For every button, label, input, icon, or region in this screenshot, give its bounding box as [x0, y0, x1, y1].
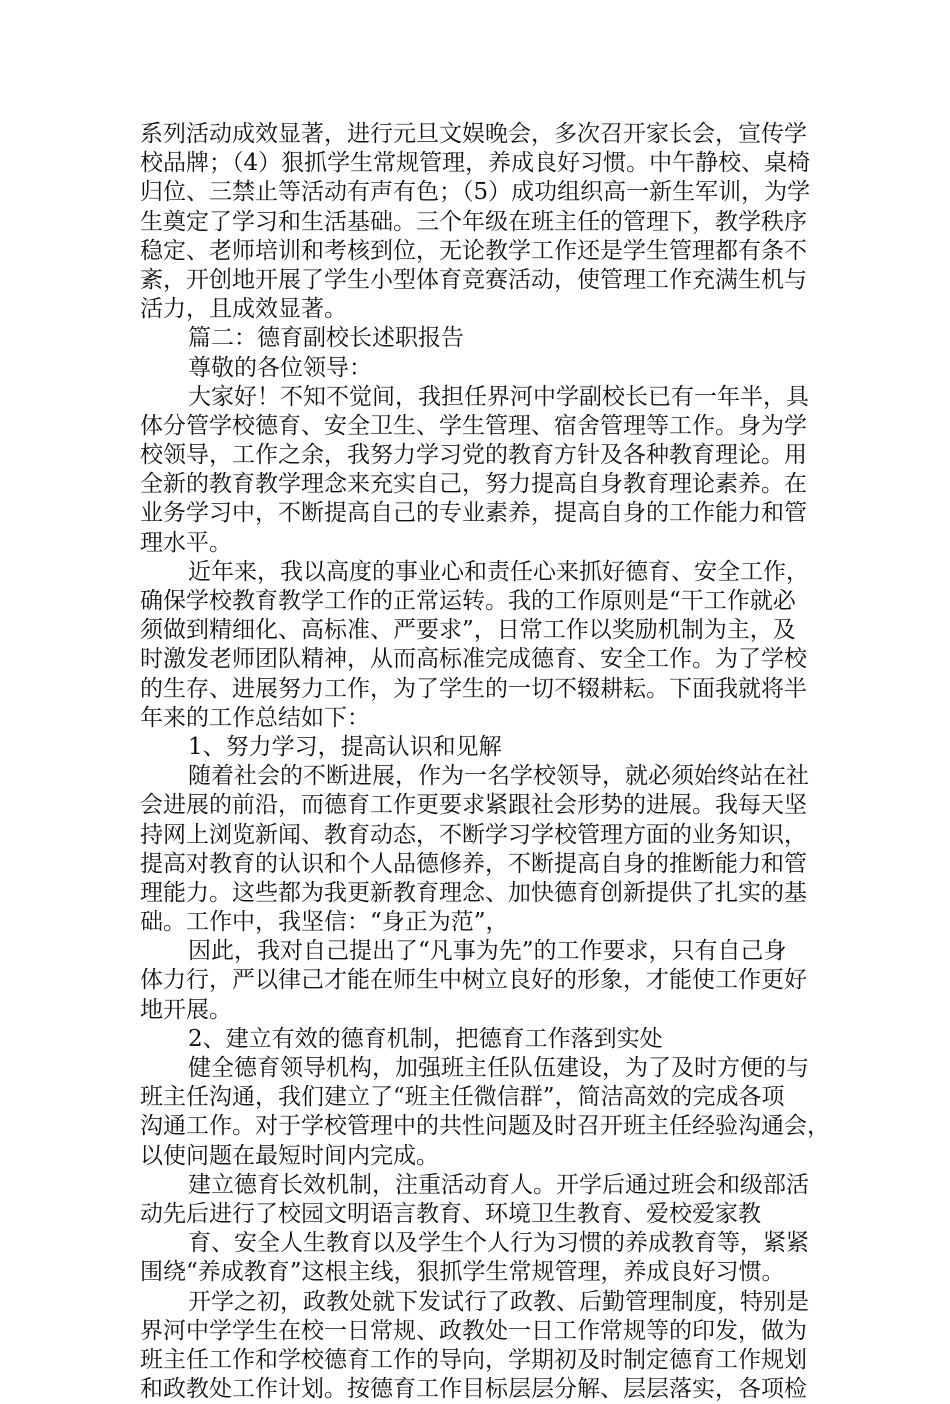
text-line: 体分管学校德育、安全卫生、学生管理、宿舍管理等工作。身为学 [140, 412, 807, 439]
text-line: 班主任工作和学校德育工作的导向，学期初及时制定德育工作规划 [140, 1346, 807, 1373]
text-line: 动先后进行了校园文明语言教育、环境卫生教育、爱校爱家教 [140, 1200, 761, 1227]
text-line: 健全德育领导机构，加强班主任队伍建设，为了及时方便的与 [188, 1055, 809, 1081]
text-line: 紊，开创地开展了学生小型体育竞赛活动，使管理工作充满生机与 [140, 266, 807, 293]
text-line: 础。工作中，我坚信：“身正为范”， [140, 909, 509, 936]
text-line: 持网上浏览新闻、教育动态，不断学习学校管理方面的业务知识， [140, 821, 807, 848]
text-line: 理能力。这些都为我更新教育理念、加快德育创新提供了扎实的基 [140, 879, 807, 906]
text-line: 全新的教育教学理念来充实自己，努力提高自身教育理论素养。在 [140, 471, 807, 498]
text-line: 大家好！不知不觉间，我担任界河中学副校长已有一年半，具 [188, 383, 809, 410]
text-line: 校领导，工作之余，我努力学习党的教育方针及各种教育理论。用 [140, 442, 807, 469]
text-line: 1、努力学习，提高认识和见解 [188, 733, 502, 760]
text-line: 以使问题在最短时间内完成。 [140, 1142, 439, 1169]
text-line: 校品牌；（4）狠抓学生常规管理，养成良好习惯。中午静校、桌椅 [140, 150, 811, 177]
text-line: 随着社会的不断进展，作为一名学校领导，就必须始终站在社 [188, 763, 809, 790]
text-line: 近年来，我以高度的事业心和责任心来抓好德育、安全工作， [188, 558, 809, 585]
text-line: 的生存、进展努力工作，为了学生的一切不辍耕耘。下面我就将半 [140, 675, 807, 702]
text-line: 活力，且成效显著。 [140, 296, 347, 323]
document-body [140, 120, 830, 1404]
text-line: 围绕“养成教育”这根主线，狠抓学生常规管理，养成良好习惯。 [140, 1259, 785, 1286]
text-line: 确保学校教育教学工作的正常运转。我的工作原则是“干工作就必 [140, 588, 796, 614]
text-line: 因此，我对自己提出了“凡事为先”的工作要求，只有自己身 [188, 938, 787, 965]
text-line: 业务学习中，不断提高自己的专业素养，提高自身的工作能力和管 [140, 500, 807, 527]
text-line: 时激发老师团队精神，从而高标准完成德育、安全工作。为了学校 [140, 646, 807, 673]
text-line: 2、建立有效的德育机制，把德育工作落到实处 [188, 1025, 663, 1052]
text-line: 尊敬的各位领导： [188, 354, 372, 381]
text-line: 理水平。 [140, 529, 232, 556]
text-line: 归位、三禁止等活动有声有色；（5）成功组织高一新生军训，为学 [140, 179, 811, 206]
text-line: 班主任沟通，我们建立了“班主任微信群”，简洁高效的完成各项 [140, 1084, 785, 1111]
text-line: 系列活动成效显著，进行元旦文娱晚会，多次召开家长会，宣传学 [140, 121, 807, 147]
text-line: 会进展的前沿，而德育工作更要求紧跟社会形势的进展。我每天坚 [140, 792, 807, 819]
text-line: 生奠定了学习和生活基础。三个年级在班主任的管理下，教学秩序 [140, 208, 807, 235]
text-line: 体力行，严以律己才能在师生中树立良好的形象，才能使工作更好 [140, 967, 807, 994]
text-line: 育、安全人生教育以及学生个人行为习惯的养成教育等，紧紧 [188, 1230, 809, 1257]
text-line: 提高对教育的认识和个人品德修养，不断提高自身的推断能力和管 [140, 850, 807, 877]
text-line: 篇二：德育副校长述职报告 [188, 325, 464, 352]
text-line: 开学之初，政教处就下发试行了政教、后勤管理制度，特别是 [188, 1288, 809, 1315]
text-line: 沟通工作。对于学校管理中的共性问题及时召开班主任经验沟通会， [140, 1113, 830, 1140]
text-line: 稳定、老师培训和考核到位，无论教学工作还是学生管理都有条不 [140, 237, 807, 264]
text-line: 年来的工作总结如下： [140, 704, 370, 731]
text-line: 须做到精细化、高标准、严要求”，日常工作以奖励机制为主，及 [140, 617, 796, 644]
text-line: 和政教处工作计划。按德育工作目标层层分解、层层落实，各项检 [140, 1376, 807, 1403]
text-line: 界河中学学生在校一日常规、政教处一日工作常规等的印发，做为 [140, 1317, 807, 1344]
text-line: 建立德育长效机制，注重活动育人。开学后通过班会和级部活 [188, 1171, 809, 1198]
text-line: 地开展。 [140, 996, 232, 1023]
